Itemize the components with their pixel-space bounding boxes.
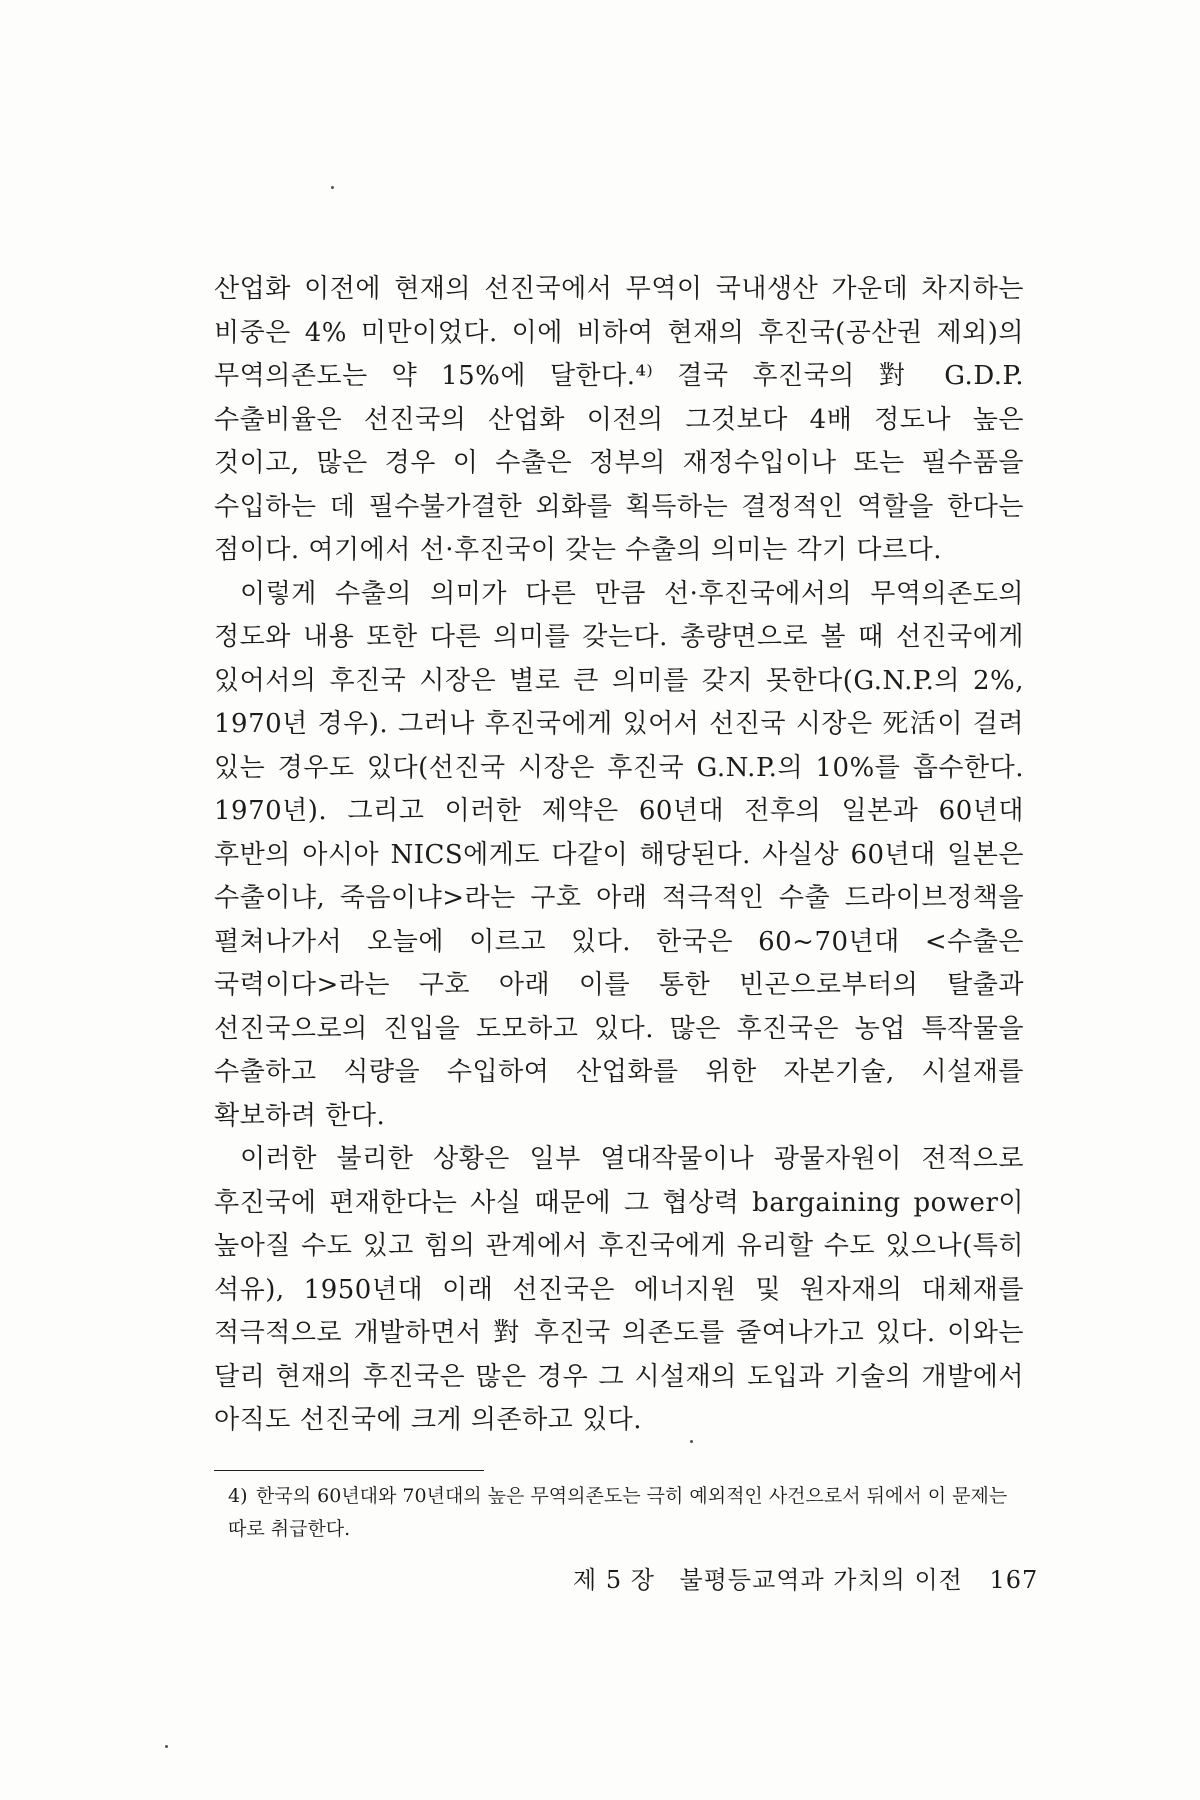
footnote: [228, 1480, 1018, 1546]
page-number: 167: [989, 1566, 1039, 1594]
paragraph-2: 이렇게 수출의 의미가 다른 만큼 선·후진국에서의 무역의존도의 정도와 내용 또한 다른 의미를 갖는다. 총량면으로 볼 때 선진국에게 있어서의 후진국 시장은 별로 큰 의미를 갖지 못한다(G.N.P.의 2%, 1970년 경우). 그러나 후진국에게 있어서 선진국 시장은 死活이 걸려 있는 경우도 있다(선진국 시장은 후진국 G.N.P.의 10%를 흡수한다. 1970년). 그리고 이러한 제약은 60년대 전후의 일본과 60년대 후반의 아시아 NICS에게도 다같이 해당된다. 사실상 60년대 일본은 수출이냐, 죽음이냐>라는 구호 아래 적극적인 수출 드라이브정책을 펼쳐나가서 오늘에 이르고 있다. 한국은 60~70년대 <수출은 국력이다>라는 구호 아래 이를 통한 빈곤으로부터의 탈출과 선진국으로의 진입을 도모하고 있다. 많은 후진국은 농업 특작물을 수출하고 식량을 수입하여 산업화를 위한 자본기술, 시설재를 확보하려 한다.: [214, 578, 1024, 1131]
paragraph-3: 이러한 불리한 상황은 일부 열대작물이나 광물자원이 전적으로 후진국에 편재한다는 사실 때문에 그 협상력 bargaining power이 높아질 수도 있고 힘의 관계에서 후진국에게 유리할 수도 있으나(특히 석유), 1950년대 이래 선진국은 에너지원 및 원자재의 대체재를 적극적으로 개발하면서 對 후진국 의존도를 줄여나가고 있다. 이와는 달리 현재의 후진국은 많은 경우 그 시설재의 도입과 기술의 개발에서 아직도 선진국에 크게 의존하고 있다.: [214, 1144, 1024, 1435]
chapter-label: 제 5 장: [573, 1566, 655, 1594]
scan-speck: [165, 1745, 168, 1748]
scan-speck: [331, 186, 334, 189]
footnote-text: 한국의 60년대와 70년대의 높은 무역의존도는 극히 예외적인 사건으로서 뒤에서 이 문제는 따로 취급한다.: [228, 1485, 1008, 1540]
footnote-number: 4): [228, 1485, 248, 1507]
footnote-divider: [214, 1470, 484, 1471]
paragraph-1: 산업화 이전에 현재의 선진국에서 무역이 국내생산 가운데 차지하는 비중은 4% 미만이었다. 이에 비하여 현재의 후진국(공산권 제외)의 무역의존도는 약 15%에 달한다.⁴⁾ 결국 후진국의 對 G.D.P.수출비율은 선진국의 산업화 이전의 그것보다 4배 정도나 높은 것이고, 많은 경우 이 수출은 정부의 재정수입이나 또는 필수품을 수입하는 데 필수불가결한 외화를 획득하는 결정적인 역할을 한다는 점이다. 여기에서 선·후진국이 갖는 수출의 의미는 각기 다르다.: [214, 274, 1024, 565]
chapter-title: 불평등교역과 가치의 이전: [679, 1566, 963, 1594]
running-footer: [573, 1560, 1039, 1595]
body-text: [214, 268, 1024, 1443]
